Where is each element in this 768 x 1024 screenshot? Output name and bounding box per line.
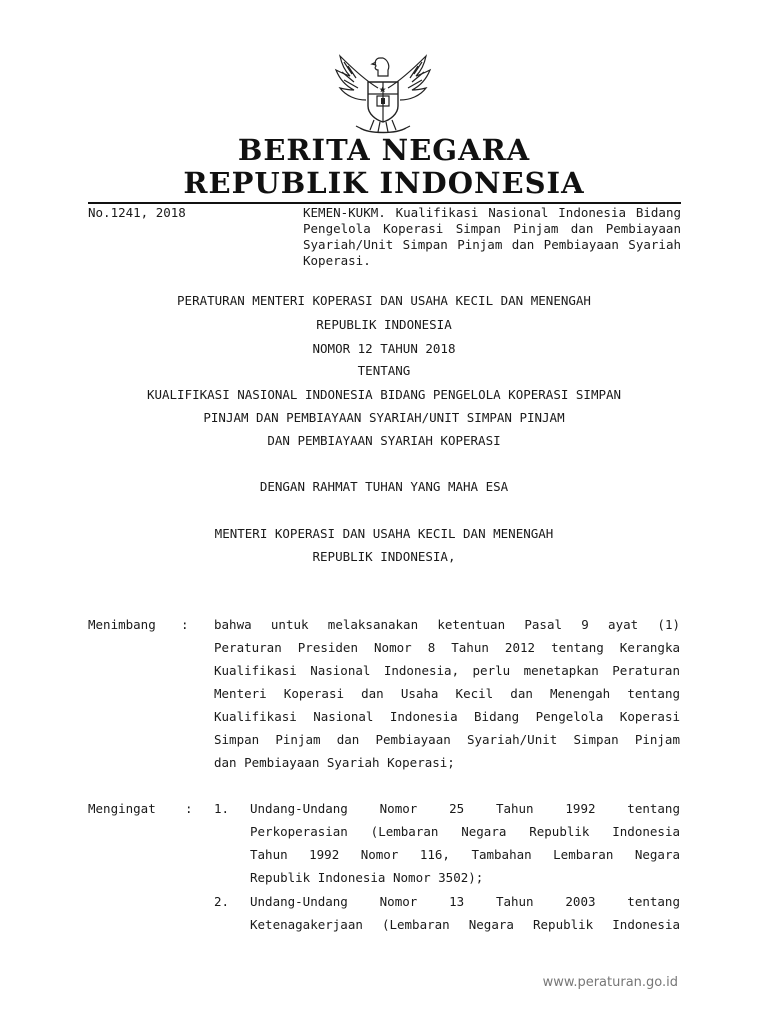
menimbang-line: Simpan Pinjam dan Pembiayaan Syariah/Unit Simpan Pinjam: [214, 732, 680, 747]
regulation-title-line1: PERATURAN MENTERI KOPERASI DAN USAHA KECIL DAN MENENGAH: [177, 293, 591, 308]
garuda-pancasila-emblem-icon: [330, 48, 436, 136]
regulation-subject-line1: KUALIFIKASI NASIONAL INDONESIA BIDANG PENGELOLA KOPERASI SIMPAN: [146, 387, 622, 402]
mengingat-item-line: Ketenagakerjaan (Lembaran Negara Republik Indonesia: [250, 917, 680, 932]
mengingat-colon: :: [185, 801, 193, 816]
mengingat-item-number: 2.: [214, 894, 230, 909]
minister-line1: MENTERI KOPERASI DAN USAHA KECIL DAN MENENGAH: [214, 526, 554, 541]
minister-line2: REPUBLIK INDONESIA,: [312, 549, 456, 564]
mengingat-item-line: Republik Indonesia Nomor 3502);: [250, 870, 484, 885]
mengingat-item-2: [250, 890, 680, 936]
menimbang-line: bahwa untuk melaksanakan ketentuan Pasal 9 ayat (1): [214, 617, 680, 632]
gazette-description: KEMEN-KUKM. Kualifikasi Nasional Indonesia Bidang Pengelola Koperasi Simpan Pinjam dan Pembiayaan Syariah/Unit Simpan Pinjam dan Pembiayaan Syariah Koperasi.: [303, 205, 681, 268]
mengingat-item-number: 1.: [214, 801, 230, 816]
menimbang-line: Kualifikasi Nasional Indonesia Bidang Pengelola Koperasi: [214, 709, 680, 724]
menimbang-line: Menteri Koperasi dan Usaha Kecil dan Menengah tentang: [214, 686, 680, 701]
menimbang-line: dan Pembiayaan Syariah Koperasi;: [214, 755, 455, 770]
footer-website-url[interactable]: www.peraturan.go.id: [542, 975, 678, 990]
mengingat-item-line: Undang-Undang Nomor 13 Tahun 2003 tentang: [250, 894, 680, 909]
menimbang-line: Peraturan Presiden Nomor 8 Tahun 2012 tentang Kerangka: [214, 640, 680, 655]
mengingat-item-line: Tahun 1992 Nomor 116, Tambahan Lembaran Negara: [250, 847, 680, 862]
regulation-number: NOMOR 12 TAHUN 2018: [312, 341, 456, 356]
masthead-divider: [88, 202, 681, 204]
mengingat-item-1: [250, 797, 680, 889]
menimbang-text: [214, 613, 680, 774]
regulation-title-line2: REPUBLIK INDONESIA: [316, 317, 452, 332]
mengingat-item-line: Undang-Undang Nomor 25 Tahun 1992 tentang: [250, 801, 680, 816]
menimbang-line: Kualifikasi Nasional Indonesia, perlu menetapkan Peraturan: [214, 663, 680, 678]
masthead-title-line1: BERITA NEGARA: [237, 133, 531, 167]
menimbang-label: Menimbang: [88, 617, 156, 632]
menimbang-colon: :: [181, 617, 189, 632]
regulation-tentang: TENTANG: [357, 363, 411, 378]
mengingat-label: Mengingat: [88, 801, 156, 816]
mengingat-item-line: Perkoperasian (Lembaran Negara Republik Indonesia: [250, 824, 680, 839]
regulation-subject-line2: PINJAM DAN PEMBIAYAAN SYARIAH/UNIT SIMPAN PINJAM: [203, 410, 565, 425]
masthead-title-line2: REPUBLIK INDONESIA: [183, 166, 585, 200]
regulation-subject-line3: DAN PEMBIAYAAN SYARIAH KOPERASI: [267, 433, 501, 448]
gazette-number: No.1241, 2018: [88, 205, 186, 220]
blessing-line: DENGAN RAHMAT TUHAN YANG MAHA ESA: [259, 479, 509, 494]
